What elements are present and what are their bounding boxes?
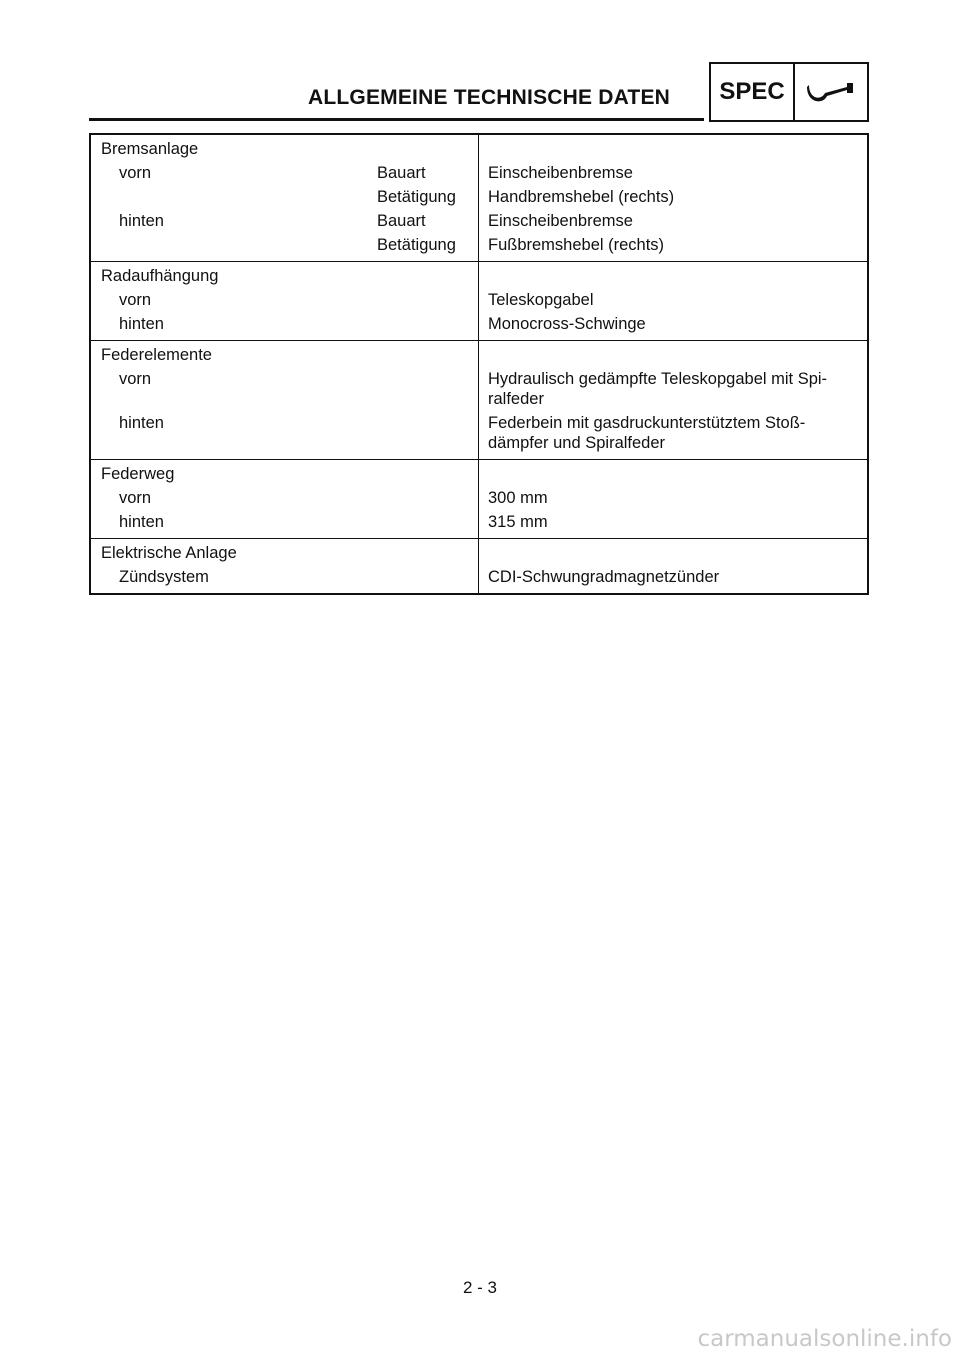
spec-label: vorn	[119, 164, 152, 182]
spec-sublabel	[367, 567, 478, 587]
section-electrical	[91, 539, 867, 593]
spec-table	[89, 133, 869, 595]
spec-row	[91, 209, 867, 233]
spec-row	[91, 185, 867, 209]
section-heading-row	[91, 462, 867, 486]
spec-value	[478, 369, 867, 409]
section-brakes	[91, 135, 867, 262]
watermark: carmanualsonline.info	[697, 1326, 952, 1352]
spec-row	[91, 312, 867, 336]
spec-sublabel	[367, 290, 478, 310]
spec-sublabel: Betätigung	[377, 236, 456, 254]
spec-label: hinten	[119, 315, 164, 333]
spec-label: vorn	[119, 370, 152, 388]
spec-value: Einscheibenbremse	[488, 212, 633, 230]
spec-sublabel: Bauart	[377, 212, 426, 230]
spec-row	[91, 411, 867, 455]
spec-label: SPEC	[711, 64, 795, 120]
spec-value: Monocross-Schwinge	[488, 315, 646, 333]
spec-label: hinten	[119, 513, 164, 531]
spec-label: Zündsystem	[119, 568, 209, 586]
spec-sublabel: Bauart	[377, 164, 426, 182]
wrench-icon	[795, 64, 867, 120]
section-heading-row	[91, 137, 867, 161]
spec-row	[91, 510, 867, 534]
spec-sublabel: Betätigung	[377, 188, 456, 206]
page-title: ALLGEMEINE TECHNISCHE DATEN	[308, 86, 671, 109]
spec-label	[91, 187, 367, 207]
spec-value: Fußbremshebel (rechts)	[488, 236, 665, 254]
spec-row	[91, 161, 867, 185]
section-spring-elements	[91, 341, 867, 460]
spec-value: CDI-Schwungradmagnetzünder	[488, 568, 720, 586]
spec-sublabel	[367, 413, 478, 453]
page-number: 2 - 3	[462, 1278, 498, 1297]
spec-value: Handbremshebel (rechts)	[488, 188, 675, 206]
spec-value	[478, 413, 867, 453]
spec-row	[91, 367, 867, 411]
spec-row	[91, 565, 867, 589]
header-rule	[89, 118, 704, 121]
spec-label: vorn	[119, 291, 152, 309]
spec-sublabel	[367, 488, 478, 508]
spec-value-line: Federbein mit gasdruckunterstütztem Stoß-	[488, 414, 806, 432]
section-heading-row	[91, 541, 867, 565]
spec-sublabel	[367, 369, 478, 409]
section-travel	[91, 460, 867, 539]
spec-label: hinten	[119, 212, 164, 230]
section-heading: Radaufhängung	[101, 267, 219, 285]
section-heading-row	[91, 343, 867, 367]
spec-label	[91, 235, 367, 255]
spec-value-line: dämpfer und Spiralfeder	[488, 434, 666, 452]
section-heading: Federweg	[101, 465, 175, 483]
spec-label: hinten	[119, 414, 164, 432]
spec-value-line: Hydraulisch gedämpfte Teleskopgabel mit Spi-	[488, 370, 828, 388]
spec-label: vorn	[119, 489, 152, 507]
section-heading: Federelemente	[101, 346, 212, 364]
spec-value: 315 mm	[488, 513, 548, 531]
section-suspension	[91, 262, 867, 341]
spec-row	[91, 486, 867, 510]
spec-box	[709, 62, 869, 122]
section-heading: Bremsanlage	[101, 140, 199, 158]
spec-value: Teleskopgabel	[488, 291, 594, 309]
spec-sublabel	[367, 512, 478, 532]
spec-value: 300 mm	[488, 489, 548, 507]
spec-value-line: ralfeder	[488, 390, 544, 408]
section-heading-row	[91, 264, 867, 288]
spec-value: Einscheibenbremse	[488, 164, 633, 182]
section-heading: Elektrische Anlage	[101, 544, 237, 562]
spec-row	[91, 233, 867, 257]
spec-row	[91, 288, 867, 312]
spec-sublabel	[367, 314, 478, 334]
